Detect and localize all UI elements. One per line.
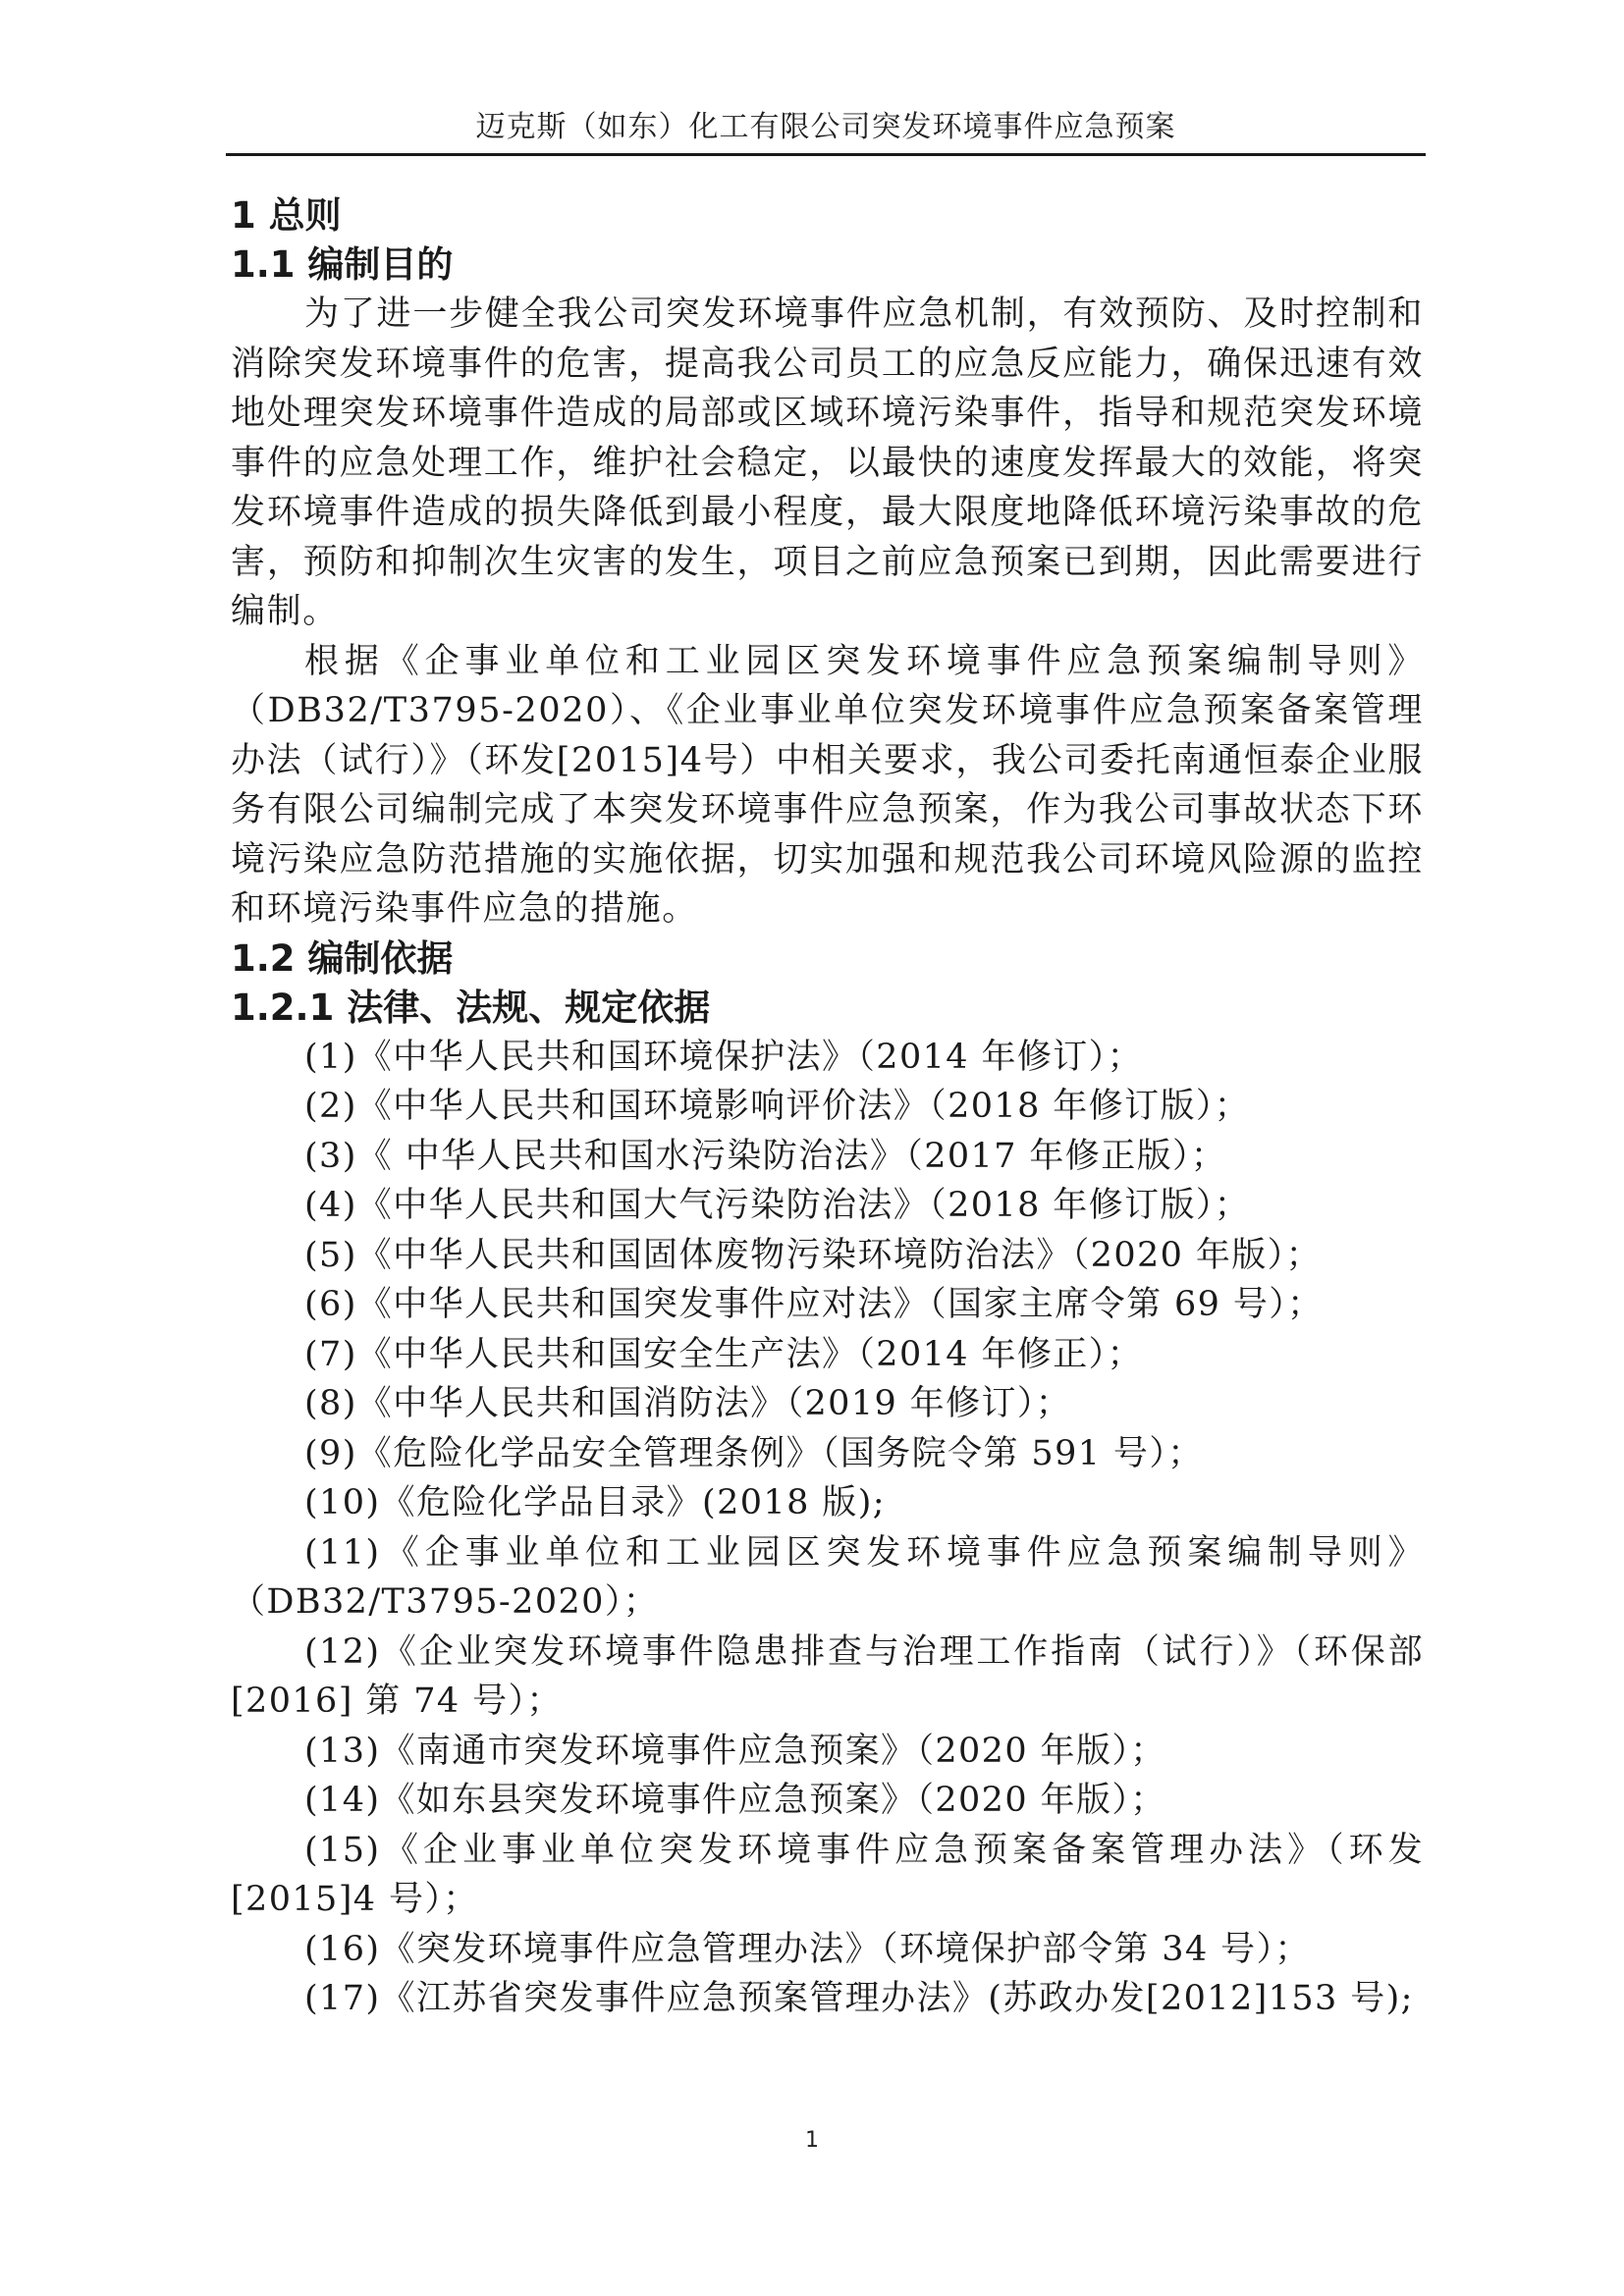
reference-item: (3)《 中华人民共和国水污染防治法》（2017 年修正版）； — [304, 1136, 1227, 1176]
reference-item: (16)《突发环境事件应急管理办法》（环境保护部令第 34 号）； — [304, 1929, 1311, 1969]
reference-item: (8)《中华人民共和国消防法》（2019 年修订）； — [304, 1384, 1072, 1423]
reference-item: (7)《中华人民共和国安全生产法》（2014 年修正）； — [304, 1334, 1143, 1374]
reference-item: (13)《南通市突发环境事件应急预案》（2020 年版）； — [304, 1731, 1166, 1771]
page-number: 1 — [805, 2128, 819, 2153]
reference-item: (11)《企事业单位和工业园区突发环境事件应急预案编制导则》（DB32/T3795-2020）； — [231, 1532, 1424, 1622]
reference-list — [231, 1033, 1424, 2024]
reference-item: (9)《危险化学品安全管理条例》（国务院令第 591 号）； — [304, 1433, 1204, 1473]
reference-item: (4)《中华人民共和国大气污染防治法》（2018 年修订版）； — [304, 1186, 1251, 1225]
reference-item: (5)《中华人民共和国固体废物污染环境防治法》（2020 年版）； — [304, 1235, 1322, 1275]
purpose-paragraph-2: 根据《企事业单位和工业园区突发环境事件应急预案编制导则》（DB32/T3795-2020）、《企业事业单位突发环境事件应急预案备案管理办法（试行）》（环发[2015]4号）中相关要求，我公司委托南通恒泰企业服务有限公司编制完成了本突发环境事件应急预案，作为我公司事故状态下环境污染应急防范措施的实施依据，切实加强和规范我公司环境风险源的监控和环境污染事件应急的措施。 — [231, 641, 1424, 929]
section-1-heading: 1 总则 — [231, 194, 342, 237]
reference-item: (2)《中华人民共和国环境影响评价法》（2018 年修订版）； — [304, 1087, 1251, 1126]
reference-item: (17)《江苏省突发事件应急预案管理办法》(苏政办发[2012]153 号); — [304, 1979, 1414, 2018]
section-1-2-1-heading: 1.2.1 法律、法规、规定依据 — [231, 986, 711, 1029]
section-1-2-heading: 1.2 编制依据 — [231, 936, 454, 980]
reference-item: (10)《危险化学品目录》(2018 版); — [304, 1483, 886, 1522]
reference-item: (14)《如东县突发环境事件应急预案》（2020 年版）； — [304, 1781, 1166, 1820]
section-1-1-heading: 1.1 编制目的 — [231, 243, 454, 286]
running-header: 迈克斯（如东）化工有限公司突发环境事件应急预案 — [475, 110, 1176, 144]
page-body — [231, 191, 1424, 2024]
purpose-paragraph-1: 为了进一步健全我公司突发环境事件应急机制，有效预防、及时控制和消除突发环境事件的危害，提高我公司员工的应急反应能力，确保迅速有效地处理突发环境事件造成的局部或区域环境污染事件，指导和规范突发环境事件的应急处理工作，维护社会稳定，以最快的速度发挥最大的效能，将突发环境事件造成的损失降低到最小程度，最大限度地降低环境污染事故的危害，预防和抑制次生灾害的发生，项目之前应急预案已到期，因此需要进行编制。 — [231, 294, 1424, 631]
reference-item: (15)《企业事业单位突发环境事件应急预案备案管理办法》（环发[2015]4 号）； — [231, 1830, 1424, 1919]
reference-item: (12)《企业突发环境事件隐患排查与治理工作指南（试行）》（环保部[2016] 第 74 号）； — [231, 1631, 1424, 1721]
reference-item: (1)《中华人民共和国环境保护法》（2014 年修订）； — [304, 1037, 1143, 1077]
reference-item: (6)《中华人民共和国突发事件应对法》（国家主席令第 69 号）； — [304, 1285, 1324, 1324]
header-rule — [226, 153, 1426, 156]
